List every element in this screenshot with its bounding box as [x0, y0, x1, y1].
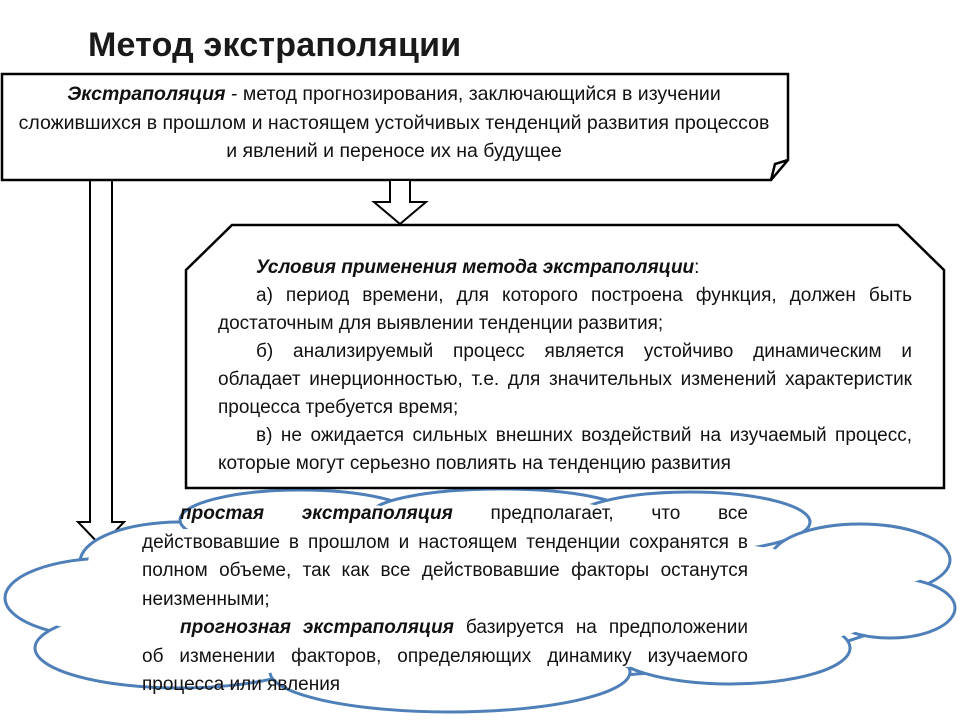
- condition-item-c: в) не ожидается сильных внешних воздействий на изучаемый процесс, которые могут серьезно повлиять на тенденцию развития: [218, 425, 912, 474]
- conditions-heading-suffix: :: [694, 257, 700, 278]
- definition-body: - метод прогнозирования, заключающийся в изучении сложившихся в прошлом и настоящем устойчивых тенденций развития процессов и явлений и переносе их на будущее: [18, 83, 770, 162]
- condition-item-a: а) период времени, для которого построена функция, должен быть достаточным для выявлении тенденции развития;: [218, 285, 912, 334]
- definition-text: [12, 80, 776, 166]
- extrapolation-types-text: [142, 500, 748, 700]
- conditions-heading: Условия применения метода экстраполяции: [256, 257, 695, 278]
- forecast-extrapolation-term: прогнозная экстраполяция: [180, 617, 454, 638]
- conditions-text: [218, 254, 912, 478]
- simple-extrapolation-term: простая экстраполяция: [180, 503, 453, 524]
- center-down-arrow: [374, 180, 426, 224]
- simple-extrapolation-text: предполагает, что все действовавшие в прошлом и настоящем тенденции сохранятся в полном объеме, так как все действовавшие факторы останутся неизменными;: [142, 503, 748, 610]
- forecast-extrapolation-text: базируется на предположении об изменении факторов, определяющих динамику изучаемого процесса или явления: [142, 617, 748, 695]
- left-down-arrow: [78, 180, 124, 546]
- condition-item-b: б) анализируемый процесс является устойчиво динамическим и обладает инерционностью, т.е. для значительных изменений характеристик процесса требуется время;: [218, 341, 912, 418]
- page-title: Метод экстраполяции: [88, 26, 462, 64]
- definition-term: Экстраполяция: [67, 83, 226, 105]
